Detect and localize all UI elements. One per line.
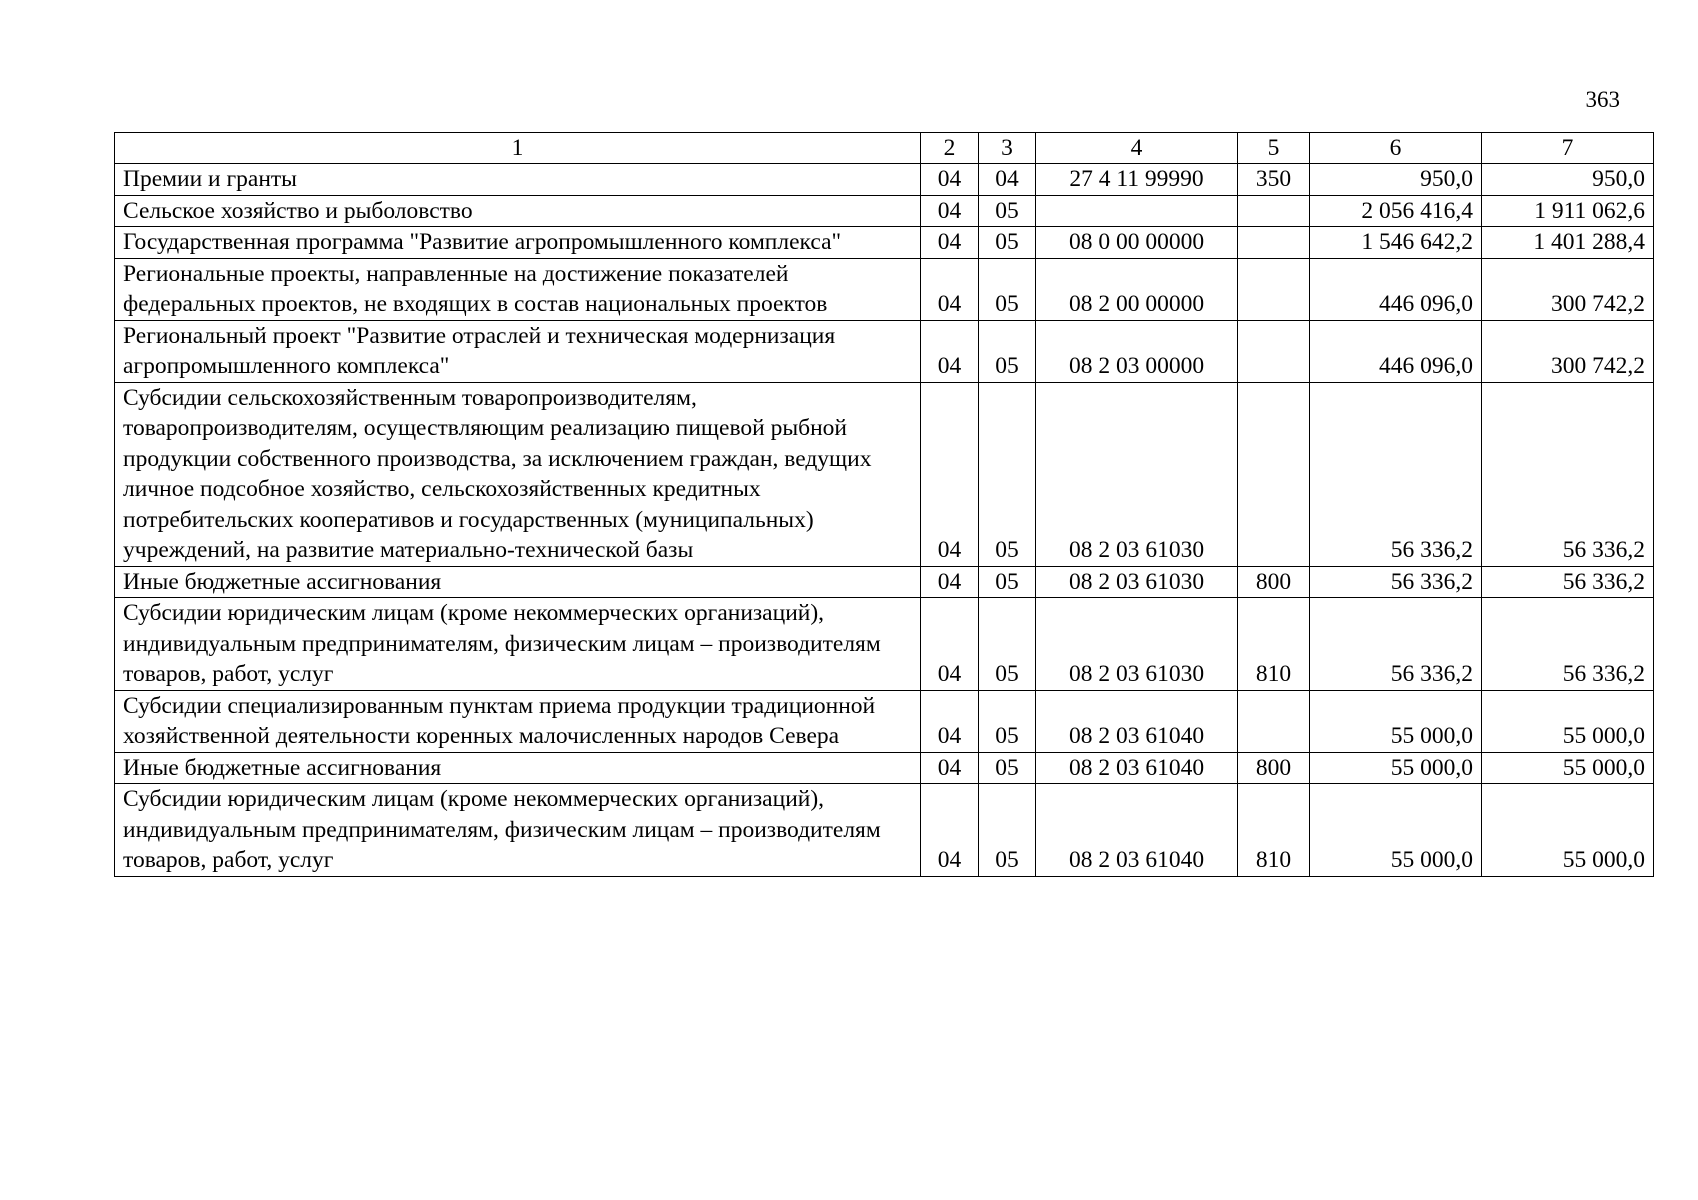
row-expense-type (1238, 227, 1310, 259)
header-col-1: 1 (115, 133, 921, 164)
row-amount-6: 55 000,0 (1310, 752, 1482, 784)
row-subsection: 05 (979, 382, 1036, 566)
row-amount-7: 56 336,2 (1482, 382, 1654, 566)
row-name: Региональный проект "Развитие отраслей и техническая модернизация агропромышленного комплекса" (115, 320, 921, 382)
row-amount-6: 56 336,2 (1310, 382, 1482, 566)
table-row (115, 382, 1654, 566)
budget-table (114, 132, 1654, 877)
header-col-6: 6 (1310, 133, 1482, 164)
row-target-code: 08 2 03 00000 (1036, 320, 1238, 382)
row-subsection: 05 (979, 227, 1036, 259)
row-name: Иные бюджетные ассигнования (115, 566, 921, 598)
row-subsection: 05 (979, 195, 1036, 227)
row-section: 04 (921, 382, 979, 566)
row-name: Субсидии специализированным пунктам приема продукции традиционной хозяйственной деятельности коренных малочисленных народов Севера (115, 690, 921, 752)
row-name: Сельское хозяйство и рыболовство (115, 195, 921, 227)
row-target-code: 08 2 03 61040 (1036, 752, 1238, 784)
row-expense-type (1238, 382, 1310, 566)
row-expense-type: 800 (1238, 752, 1310, 784)
row-subsection: 05 (979, 752, 1036, 784)
row-expense-type (1238, 258, 1310, 320)
row-target-code: 08 2 03 61040 (1036, 690, 1238, 752)
row-target-code: 08 2 03 61040 (1036, 784, 1238, 877)
row-amount-7: 56 336,2 (1482, 598, 1654, 691)
header-col-3: 3 (979, 133, 1036, 164)
row-subsection: 05 (979, 566, 1036, 598)
row-section: 04 (921, 598, 979, 691)
row-section: 04 (921, 784, 979, 877)
row-amount-7: 300 742,2 (1482, 258, 1654, 320)
row-expense-type: 350 (1238, 164, 1310, 196)
row-target-code: 08 0 00 00000 (1036, 227, 1238, 259)
row-subsection: 04 (979, 164, 1036, 196)
page-number: 363 (1585, 87, 1620, 112)
table-row (115, 784, 1654, 877)
row-amount-6: 56 336,2 (1310, 598, 1482, 691)
row-name: Субсидии юридическим лицам (кроме некоммерческих организаций), индивидуальным предпринимателям, физическим лицам – производителям товаров, работ, услуг (115, 784, 921, 877)
row-name: Региональные проекты, направленные на достижение показателей федеральных проектов, не входящих в состав национальных проектов (115, 258, 921, 320)
header-col-4: 4 (1036, 133, 1238, 164)
row-amount-6: 1 546 642,2 (1310, 227, 1482, 259)
row-section: 04 (921, 320, 979, 382)
row-target-code: 08 2 00 00000 (1036, 258, 1238, 320)
row-subsection: 05 (979, 598, 1036, 691)
table-row (115, 598, 1654, 691)
row-amount-7: 1 911 062,6 (1482, 195, 1654, 227)
row-amount-7: 1 401 288,4 (1482, 227, 1654, 259)
table-row (115, 227, 1654, 259)
row-subsection: 05 (979, 258, 1036, 320)
row-subsection: 05 (979, 784, 1036, 877)
row-subsection: 05 (979, 320, 1036, 382)
row-name: Субсидии юридическим лицам (кроме некоммерческих организаций), индивидуальным предпринимателям, физическим лицам – производителям товаров, работ, услуг (115, 598, 921, 691)
row-target-code (1036, 195, 1238, 227)
row-amount-6: 446 096,0 (1310, 320, 1482, 382)
header-col-7: 7 (1482, 133, 1654, 164)
row-expense-type: 800 (1238, 566, 1310, 598)
row-amount-6: 950,0 (1310, 164, 1482, 196)
row-amount-7: 55 000,0 (1482, 690, 1654, 752)
row-target-code: 27 4 11 99990 (1036, 164, 1238, 196)
row-amount-7: 55 000,0 (1482, 752, 1654, 784)
row-section: 04 (921, 195, 979, 227)
row-expense-type: 810 (1238, 598, 1310, 691)
row-name: Государственная программа "Развитие агропромышленного комплекса" (115, 227, 921, 259)
row-expense-type (1238, 320, 1310, 382)
table-row (115, 195, 1654, 227)
row-section: 04 (921, 258, 979, 320)
row-target-code: 08 2 03 61030 (1036, 566, 1238, 598)
row-amount-6: 55 000,0 (1310, 784, 1482, 877)
row-name: Субсидии сельскохозяйственным товаропроизводителям, товаропроизводителям, осуществляющим реализацию пищевой рыбной продукции собственного производства, за исключением граждан, ведущих личное подсобное хозяйство, сельскохозяйственных кредитных потребительских кооперативов и государственных (муниципальных) учреждений, на развитие материально-технической базы (115, 382, 921, 566)
row-amount-7: 55 000,0 (1482, 784, 1654, 877)
row-amount-6: 2 056 416,4 (1310, 195, 1482, 227)
header-col-5: 5 (1238, 133, 1310, 164)
row-expense-type (1238, 690, 1310, 752)
table-row (115, 690, 1654, 752)
row-section: 04 (921, 164, 979, 196)
table-row (115, 164, 1654, 196)
row-name: Премии и гранты (115, 164, 921, 196)
row-section: 04 (921, 227, 979, 259)
row-amount-6: 446 096,0 (1310, 258, 1482, 320)
row-subsection: 05 (979, 690, 1036, 752)
row-amount-7: 300 742,2 (1482, 320, 1654, 382)
row-amount-7: 950,0 (1482, 164, 1654, 196)
row-section: 04 (921, 752, 979, 784)
row-amount-7: 56 336,2 (1482, 566, 1654, 598)
table-row (115, 320, 1654, 382)
row-expense-type: 810 (1238, 784, 1310, 877)
row-amount-6: 56 336,2 (1310, 566, 1482, 598)
header-row (115, 133, 1654, 164)
row-section: 04 (921, 690, 979, 752)
row-target-code: 08 2 03 61030 (1036, 382, 1238, 566)
row-name: Иные бюджетные ассигнования (115, 752, 921, 784)
table-row (115, 566, 1654, 598)
row-target-code: 08 2 03 61030 (1036, 598, 1238, 691)
header-col-2: 2 (921, 133, 979, 164)
table-row (115, 258, 1654, 320)
row-expense-type (1238, 195, 1310, 227)
table-row (115, 752, 1654, 784)
row-section: 04 (921, 566, 979, 598)
row-amount-6: 55 000,0 (1310, 690, 1482, 752)
